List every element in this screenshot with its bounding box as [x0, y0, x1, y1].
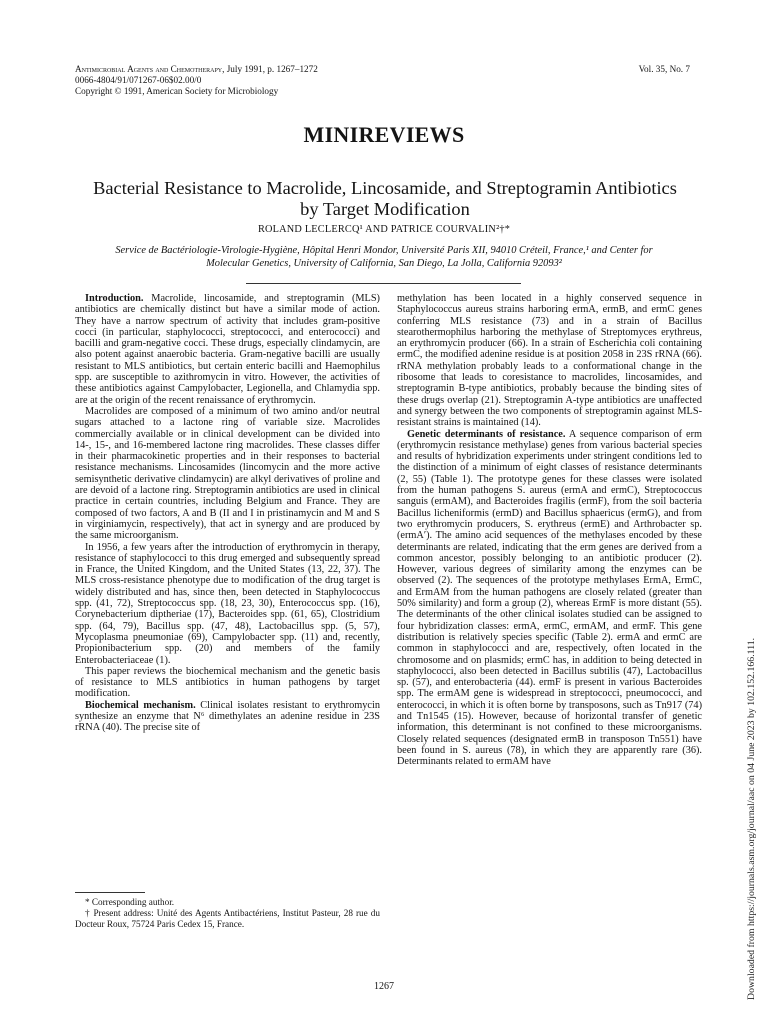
paragraph-macrolides	[75, 406, 380, 542]
journal-name: Antimicrobial Agents and Chemotherapy	[75, 64, 223, 74]
paragraph-heading: Introduction.	[85, 293, 144, 304]
page-number: 1267	[374, 981, 394, 992]
left-column	[75, 293, 380, 734]
footnote-corresponding: * Corresponding author.	[85, 897, 175, 907]
paragraph-biochemical	[75, 700, 380, 734]
article-code: 0066-4804/91/071267-06$02.00/0	[75, 75, 202, 85]
paragraph-genetic	[397, 429, 702, 768]
paragraph-text: Clinical isolates resistant to erythromycin synthesize an enzyme that N⁶ dimethylates an adenine residue in 23S rRNA (40). The precise site of	[75, 699, 380, 734]
volume-info: Vol. 35, No. 7	[638, 64, 690, 74]
paragraph-text: A sequence comparison of erm (erythromycin resistance methylase) genes from various bacterial species and results of hybridization experiments under stringent conditions led to the distinction of a minimum of eight classes of resistance determinants (2, 55) (Table 1). The prototype genes for these classes were isolated from the human pathogens S. aureus (ermA and ermC), Streptococcus sanguis (ermAM), and Bacteroides fragilis (ermF), from the soil bacteria Bacillus licheniformis (ermD) and Bacillus sphaericus (ermG), and from two erythromycin producers, S. erythreus (ermE) and Arthrobacter sp. (ermA′). The amino acid sequences of the methylases encoded by these determinants are related, indicating that the erm genes are derived from a common ancestor, possibly belonging to an antibiotic producer (2). However, various degrees of similarity among the enzymes can be observed (2). The sequences of the prototype methylases ErmA, ErmC, and ErmAM from the human pathogens are closely related (greater than 50% similarity) and form a group (2), whereas ErmF is more distant (55). The determinants of the other clinical isolates studied can be assigned to four hybridization classes: ermA, ermC, ermAM, and ermF. This gene distribution is relatively species specific (Table 2). ermA and ermC are common in staphylococci and are, respectively, often located in the chromosome and on plasmids; ermC has, in addition to being detected in staphylococci, also been detected in Bacillus subtilis (47), Lactobacillus sp. (57), and enterobacteria (44). ermF is present in various Bacteroides spp. The ermAM gene is widespread in streptococci, pneumococci, and enterococci, in which it is often borne by transposons, such as Tn917 (74) and Tn1545 (15). However, because of horizontal transfer of genetic information, this determinant is not confined to these microorganisms. Closely related sequences (designated ermB in transposon Tn551) have been found in S. aureus (78), in which they are apparently rare (36). Determinants related to ermAM have	[397, 428, 703, 768]
paragraph-scope	[75, 666, 380, 700]
article-title: Bacterial Resistance to Macrolide, Lincosamide, and Streptogramin Antibiotics by Target Modification	[93, 178, 677, 219]
article-authors: ROLAND LECLERCQ¹ AND PATRICE COURVALIN²†*	[257, 224, 511, 235]
paragraph-introduction	[75, 293, 380, 406]
paragraph-text: In 1956, a few years after the introduction of erythromycin in therapy, resistance of staphylococci to this drug emerged and subsequently spread in France, the United Kingdom, and the United States (13, 22, 37). The MLS cross-resistance phenotype due to modification of the drug target is widely distributed and has, since then, been detected in Staphylococcus spp. (41, 72), Streptococcus spp. (18, 23, 30), Enterococcus spp. (16), Corynebacterium diptheriae (17), Bacteroides spp. (61, 65), Clostridium spp. (64, 79), Bacillus spp. (47, 48), Lactobacillus spp. (5, 57), Mycoplasma pneumoniae (69), Campylobacter spp. (11) and, recently, Propionibacterium spp. (20) and members of the family Enterobacteriaceae (1).	[75, 541, 380, 666]
paragraph-text: This paper reviews the biochemical mechanism and the genetic basis of resistance to MLS antibiotics in human pathogens by target modification.	[75, 665, 380, 700]
paragraph-history	[75, 542, 380, 666]
paragraph-heading: Genetic determinants of resistance.	[407, 428, 566, 440]
paragraph-methylation	[397, 293, 702, 429]
paragraph-text: Macrolides are composed of a minimum of two amino and/or neutral sugars attached to a lactone ring of variable size. Macrolides commercially available or in clinical development can be divided into 14-, 15-, and 16-membered lactone ring macrolides. These classes differ in their pharmacokinetic properties and in their responses to bacterial resistance mechanisms. Lincosamides (lincomycin and the more active semisynthetic derivative clindamycin) are alkyl derivatives of proline and are devoid of a lactone ring. Streptogramin antibiotics are used in clinical practice in certain countries, including Belgium and France. They are composed of two factors, A and B (II and I in pristinamycin and M and S in virginiamycin, respectively), that act in synergy and are produced by the same microorganism.	[75, 405, 380, 542]
footnote-present-address: † Present address: Unité des Agents Antibactériens, Institut Pasteur, 28 rue du Docteur Roux, 75724 Paris Cedex 15, France.	[75, 908, 380, 929]
title-divider	[246, 283, 521, 284]
footnotes	[75, 897, 380, 930]
paragraph-text: methylation has been located in a highly conserved sequence in Staphylococcus aureus strains harboring ermA, ermB, and ermC genes conferring MLS resistance (73) and in a strain of Bacillus stearothermophilus harboring the methylase of Streptomyces erythreus, an erythromycin producer (66). In a strain of Escherichia coli containing ermC, the modified adenine residue is at position 2058 in 23S rRNA (66). rRNA methylation probably leads to a conformational change in the ribosome that leads to coresistance to macrolides, lincosamides, and streptogramin B-type antibiotics, probably because the binding sites of these drugs overlap (21). Streptogramin A-type antibiotics are unaffected and synergy between the two components of streptogramin against MLS-resistant strains is maintained (14).	[397, 293, 702, 429]
footnote-divider	[75, 892, 145, 893]
issue-info: , July 1991, p. 1267–1272	[222, 64, 318, 74]
journal-citation	[75, 64, 318, 75]
download-watermark: Downloaded from https://journals.asm.org/journal/aac on 04 June 2023 by 102.152.166.111.	[746, 637, 757, 1000]
journal-header	[75, 64, 318, 97]
section-title: MINIREVIEWS	[303, 122, 465, 147]
paragraph-text: Macrolide, lincosamide, and streptogramin (MLS) antibiotics are chemically distinct but have a similar mode of action. They have a narrow spectrum of activity that includes gram-positive cocci (in particular, staphylococci, streptococci, and enterococci) and bacilli and gram-negative cocci. These drugs, especially clindamycin, are also potent against anaerobic bacteria. Gram-negative bacilli are usually resistant to MLS antibiotics, but certain enteric bacilli and Haemophilus spp. are susceptible to azithromycin in vitro. However, the activities of these antibiotics against Campylobacter, Legionella, and Chlamydia spp. are at the origin of the recent renaissance of erythromycin.	[75, 293, 380, 406]
author-affiliations: Service de Bactériologie-Virologie-Hygiène, Hôpital Henri Mondor, Université Paris XII, 94010 Créteil, France,¹ and Center for Molecular Genetics, University of California, San Diego, La Jolla, California 92093²	[115, 245, 653, 269]
right-column	[397, 293, 702, 767]
copyright-line: Copyright © 1991, American Society for Microbiology	[75, 86, 279, 96]
paragraph-heading: Biochemical mechanism.	[85, 699, 196, 711]
